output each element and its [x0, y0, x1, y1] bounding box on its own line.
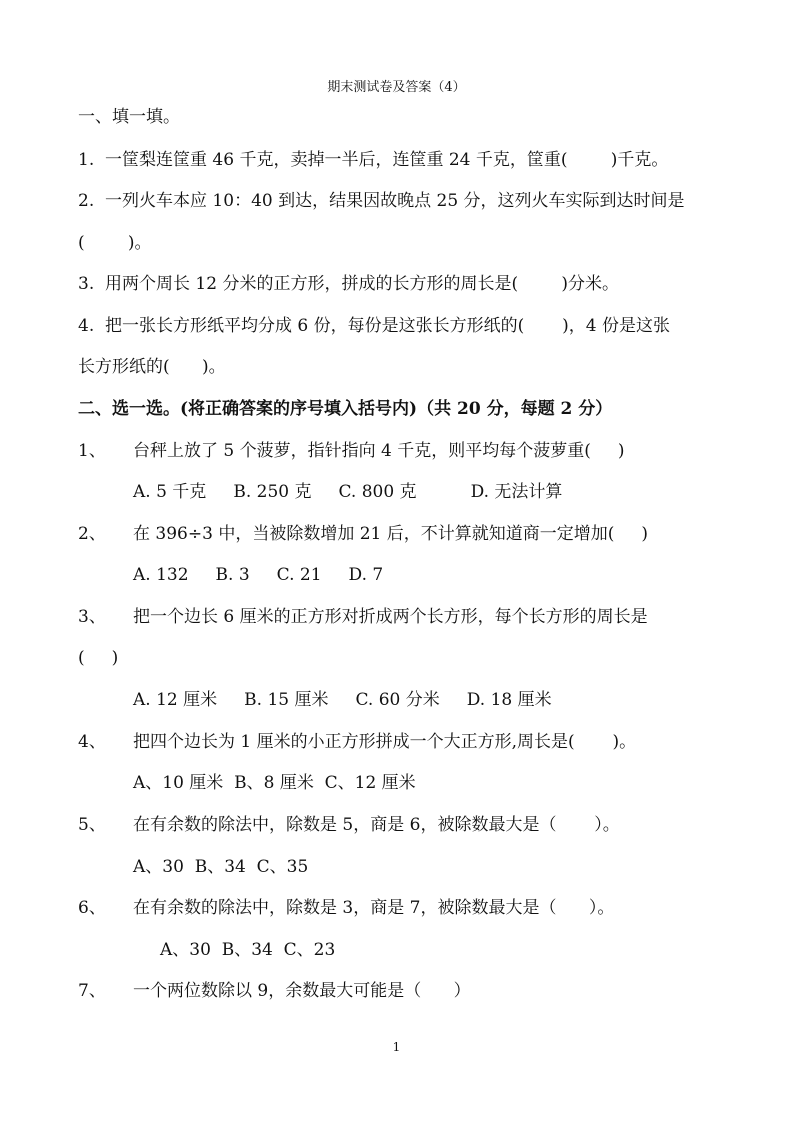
page-number: 1	[392, 1040, 401, 1054]
question-text: 把四个边长为 1 厘米的小正方形拼成一个大正方形,周长是( )。	[133, 732, 637, 752]
question-text: 在有余数的除法中，除数是 5，商是 6，被除数最大是（ ）。	[133, 815, 620, 835]
question-number: 4、	[78, 732, 106, 752]
fill-question-4: 4. 把一张长方形纸平均分成 6 份，每份是这张长方形纸的( )，4 份是这张	[78, 316, 670, 336]
question-options: A、10 厘米 B、8 厘米 C、12 厘米	[133, 773, 416, 793]
question-options: A、30 B、34 C、23	[160, 940, 336, 960]
question-text: 在有余数的除法中，除数是 3，商是 7，被除数最大是（ ）。	[133, 898, 615, 918]
question-number: 1、	[78, 441, 106, 461]
fill-question-2: 2. 一列火车本应 10：40 到达，结果因故晚点 25 分，这列火车实际到达时间是	[78, 191, 685, 211]
fill-question-3: 3. 用两个周长 12 分米的正方形，拼成的长方形的周长是( )分米。	[78, 274, 619, 294]
question-options: A. 12 厘米 B. 15 厘米 C. 60 分米 D. 18 厘米	[133, 690, 552, 710]
question-number: 5、	[78, 815, 106, 835]
question-number: 7、	[78, 981, 106, 1001]
section2-heading: 二、选一选。(将正确答案的序号填入括号内)（共 20 分，每题 2 分）	[78, 399, 613, 419]
question-number: 2、	[78, 524, 106, 544]
question-text: 台秤上放了 5 个菠萝，指针指向 4 千克，则平均每个菠萝重( )	[133, 441, 625, 461]
question-text: 一个两位数除以 9，余数最大可能是（ ）	[133, 981, 471, 1001]
question-number: 3、	[78, 607, 106, 627]
question-options: A. 132 B. 3 C. 21 D. 7	[133, 565, 384, 585]
fill-question-1: 1. 一筐梨连筐重 46 千克，卖掉一半后，连筐重 24 千克，筐重( )千克。	[78, 150, 669, 170]
question-options: A. 5 千克 B. 250 克 C. 800 克 D. 无法计算	[133, 482, 563, 502]
page-title: 期末测试卷及答案（4）	[327, 80, 466, 95]
fill-question-4-cont: 长方形纸的( )。	[78, 357, 226, 377]
section1-heading: 一、填一填。	[78, 107, 180, 127]
question-text-cont: ( )	[78, 648, 119, 668]
question-text: 把一个边长 6 厘米的正方形对折成两个长方形，每个长方形的周长是	[133, 607, 648, 627]
question-text: 在 396÷3 中，当被除数增加 21 后，不计算就知道商一定增加( )	[133, 524, 649, 544]
question-options: A、30 B、34 C、35	[133, 857, 309, 877]
fill-question-2-cont: ( )。	[78, 233, 152, 253]
question-number: 6、	[78, 898, 106, 918]
